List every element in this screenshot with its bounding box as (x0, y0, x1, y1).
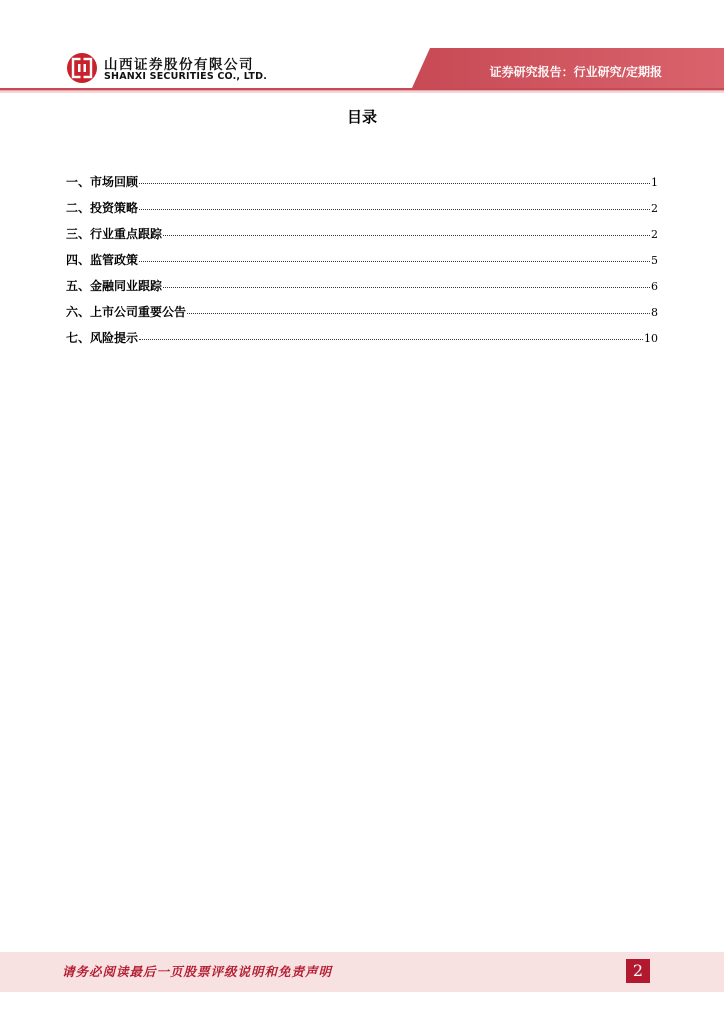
toc-leader-dots (163, 234, 650, 236)
toc-entry-label: 四、监管政策 (66, 253, 139, 267)
toc-entry-label: 一、市场回顾 (66, 175, 139, 189)
toc-entry-page: 8 (651, 306, 658, 319)
toc-entry-page: 2 (651, 202, 658, 215)
toc-entry[interactable] (66, 225, 658, 251)
toc-entry-label: 五、金融同业跟踪 (66, 279, 163, 293)
toc-leader-dots (139, 260, 650, 262)
toc-leader-dots (139, 338, 643, 340)
toc-entry[interactable] (66, 329, 658, 355)
toc-leader-dots (139, 182, 650, 184)
toc-entry[interactable] (66, 303, 658, 329)
disclaimer-notice: 请务必阅读最后一页股票评级说明和免责声明 (62, 964, 333, 979)
toc-leader-dots (163, 286, 650, 288)
toc-entry-page: 1 (651, 176, 658, 189)
company-name-en: SHANXI SECURITIES CO., LTD. (104, 71, 268, 82)
toc-entry-page: 6 (651, 280, 658, 293)
toc-entry-page: 10 (644, 332, 658, 345)
toc-entry[interactable] (66, 251, 658, 277)
toc-entry[interactable] (66, 173, 658, 199)
toc-title: 目录 (346, 108, 377, 126)
toc-entry-page: 2 (651, 228, 658, 241)
toc-leader-dots (139, 208, 650, 210)
toc-entry-page: 5 (651, 254, 658, 267)
page-header (0, 0, 724, 100)
page-number-badge: 2 (626, 959, 650, 983)
table-of-contents (66, 173, 658, 355)
toc-entry-label: 二、投资策略 (66, 201, 139, 215)
toc-entry[interactable] (66, 199, 658, 225)
report-type-label: 证券研究报告：行业研究/定期报 (489, 65, 662, 79)
toc-entry-label: 七、风险提示 (66, 331, 139, 345)
toc-entry-label: 六、上市公司重要公告 (66, 305, 187, 319)
toc-leader-dots (187, 312, 650, 314)
company-name-cn: 山西证券股份有限公司 (104, 57, 254, 73)
toc-entry-label: 三、行业重点跟踪 (66, 227, 163, 241)
toc-entry[interactable] (66, 277, 658, 303)
shanxi-securities-logo-icon (66, 52, 98, 84)
